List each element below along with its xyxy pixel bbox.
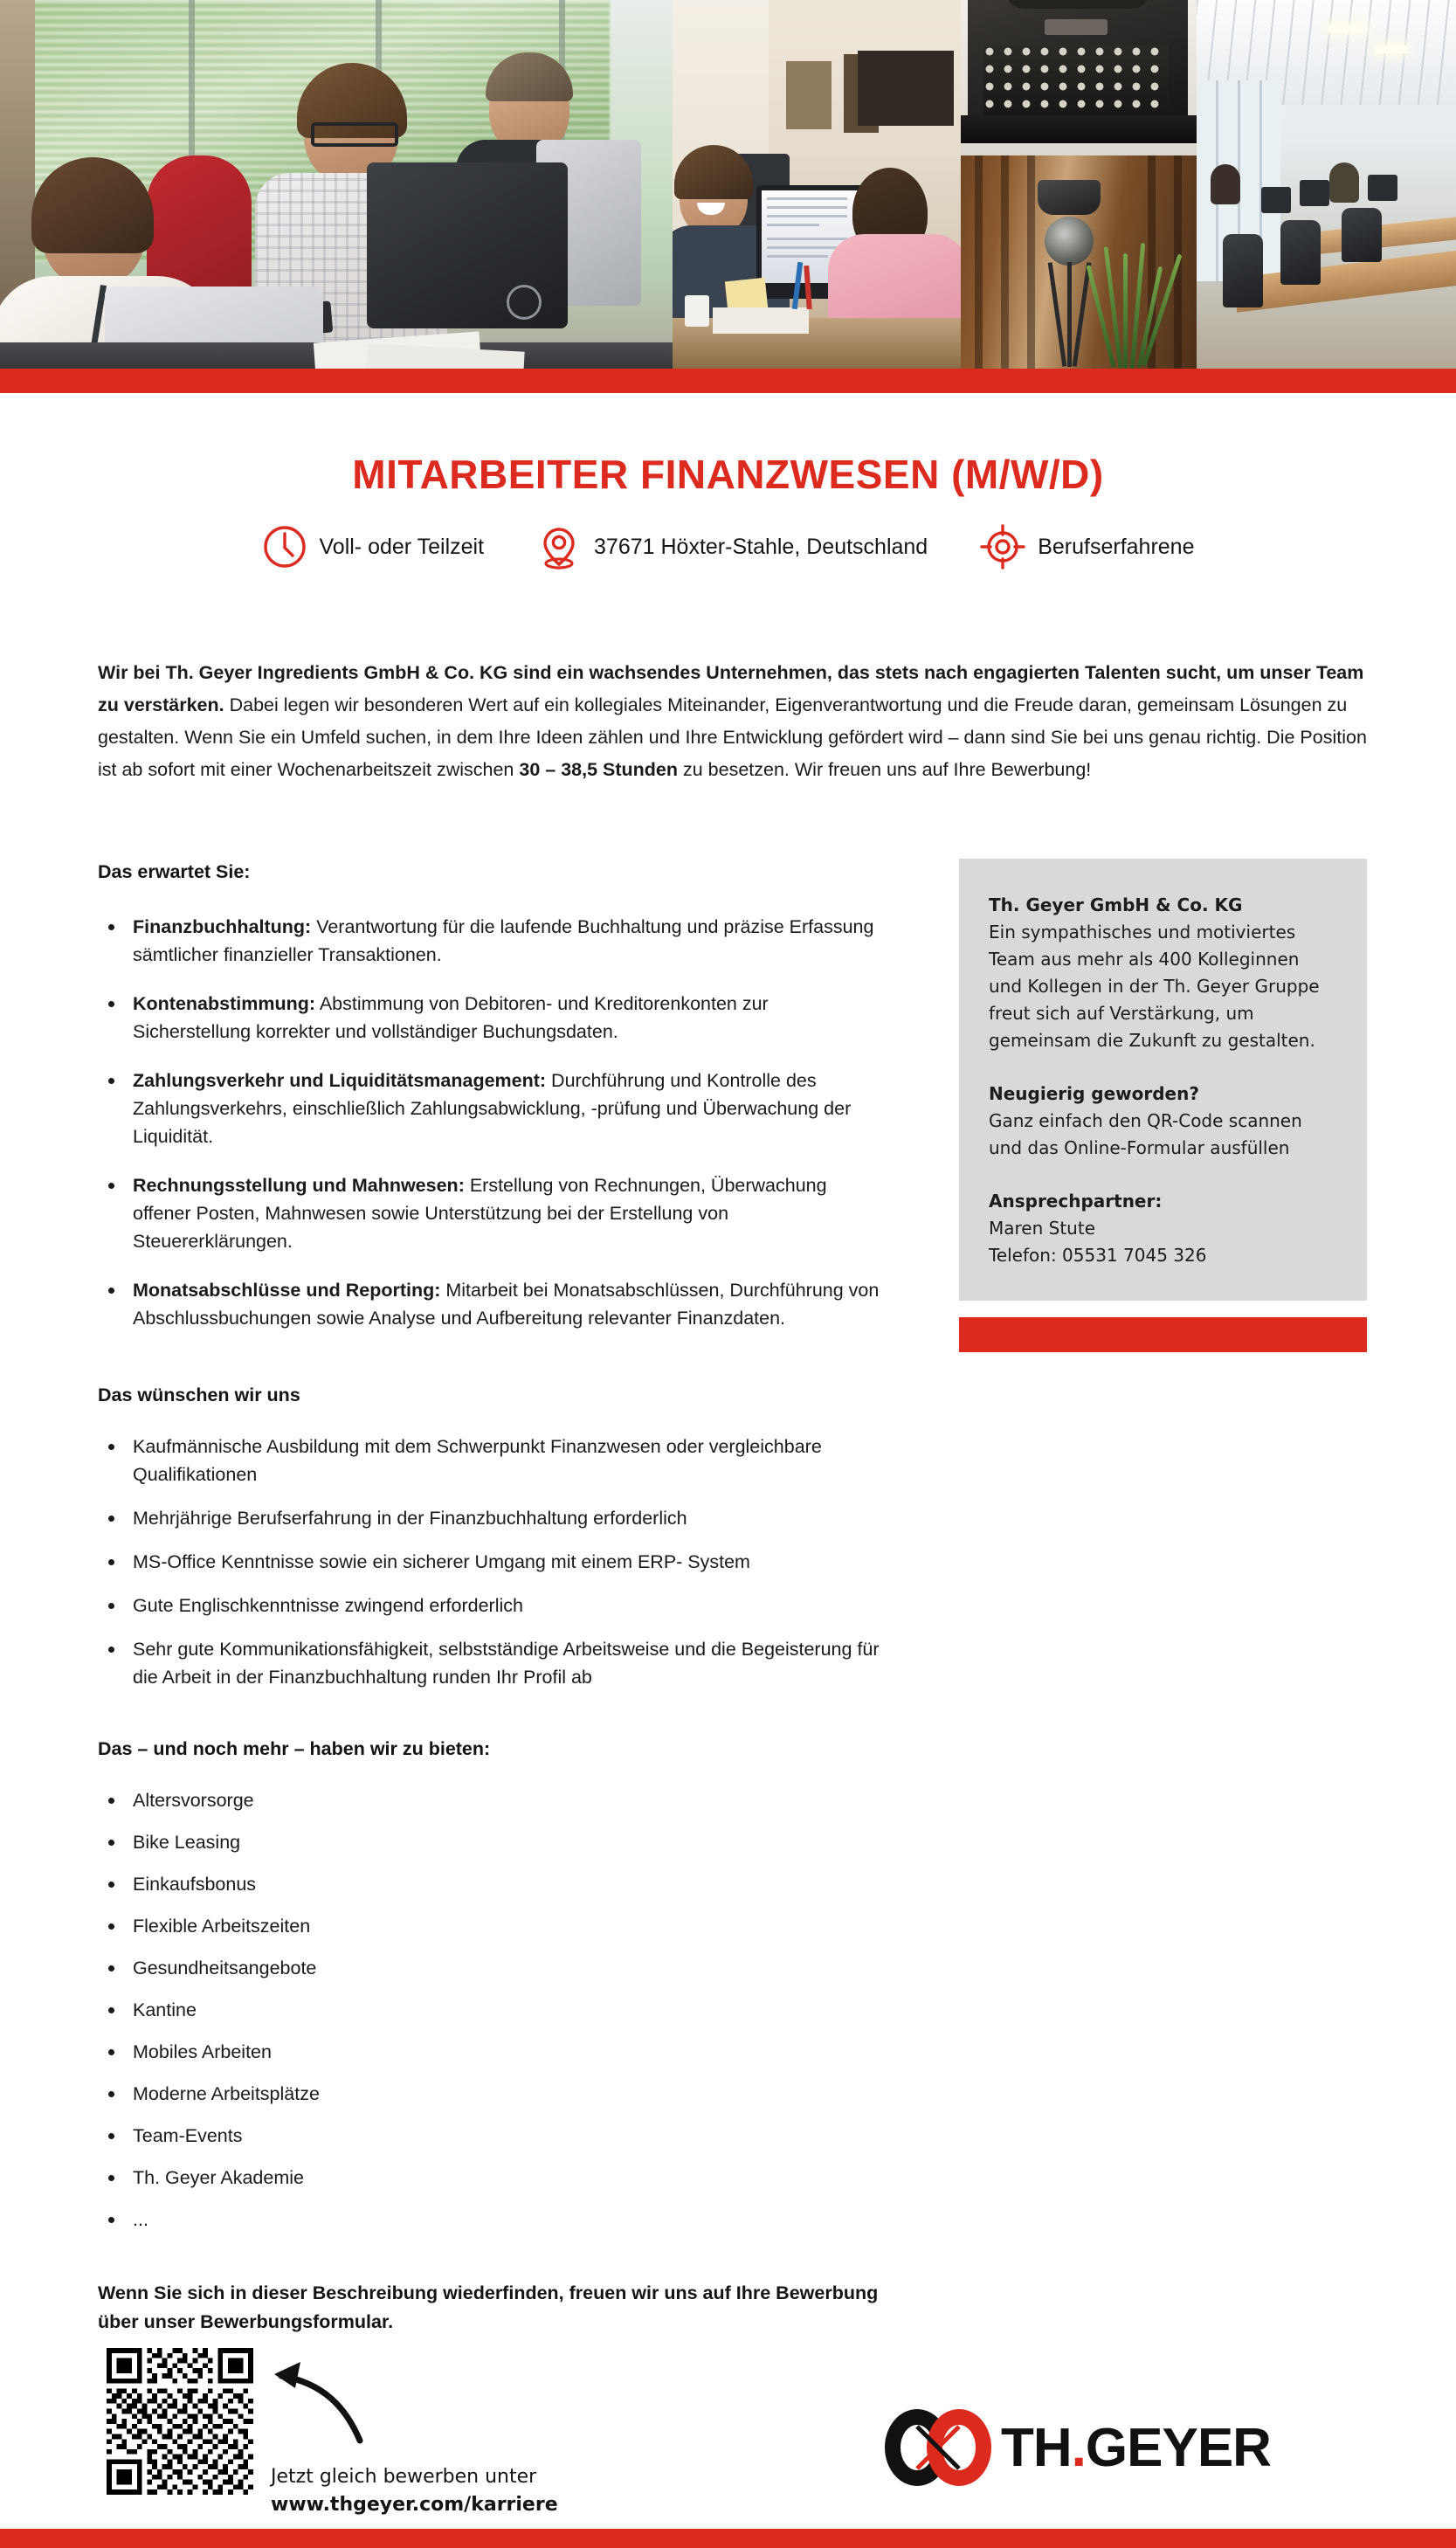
curious-heading: Neugierig geworden? — [989, 1083, 1199, 1104]
task-term: Zahlungsverkehr und Liquiditätsmanagement: — [133, 1070, 547, 1091]
target-crosshair-icon — [980, 524, 1025, 570]
intro-bold-hours: 30 – 38,5 Stunden — [519, 758, 679, 780]
header-photo-open-office — [1197, 0, 1456, 369]
company-info-box — [959, 859, 1367, 1301]
list-item: Gute Englischkenntnisse zwingend erforderlich — [98, 1592, 888, 1619]
apply-line-1: Jetzt gleich bewerben unter — [271, 2466, 537, 2488]
list-item: Kaufmännische Ausbildung mit dem Schwerpunkt Finanzwesen oder vergleichbare Qualifikationen — [98, 1433, 888, 1488]
list-item — [98, 1067, 888, 1150]
logo-wordmark — [1001, 2417, 1271, 2479]
list-item: Moderne Arbeitsplätze — [98, 2080, 888, 2108]
side-box-red-bar — [959, 1317, 1367, 1352]
benefits-heading: Das – und noch mehr – haben wir zu bieten: — [98, 1738, 491, 1759]
task-desc: Erstellung von Rechnungen, Überwachung offener Posten, Mahnwesen sowie Unterstützung bei der Erstellung von Steuererklärungen. — [133, 1175, 827, 1252]
contact-name: Maren Stute — [989, 1218, 1095, 1239]
tasks-list — [98, 913, 888, 1332]
qr-code-icon[interactable] — [107, 2348, 253, 2495]
list-item: Altersvorsorge — [98, 1786, 888, 1814]
list-item — [98, 1276, 888, 1332]
meta-item-experience-level — [980, 524, 1194, 570]
task-desc: Verantwortung für die laufende Buchhaltung und präzise Erfassung sämtlicher finanzieller Transaktionen. — [133, 916, 874, 965]
intro-text-2: zu besetzen. Wir freuen uns auf Ihre Bewerbung! — [678, 758, 1092, 780]
curious-text: Ganz einfach den QR-Code scannen und das Online-Formular ausfüllen — [989, 1110, 1302, 1158]
list-item: Kantine — [98, 1996, 888, 2024]
intro-paragraph — [98, 657, 1369, 786]
list-item: Mehrjährige Berufserfahrung in der Finanzbuchhaltung erforderlich — [98, 1504, 888, 1532]
list-item: Einkaufsbonus — [98, 1870, 888, 1898]
closing-paragraph: Wenn Sie sich in dieser Beschreibung wiederfinden, freuen wir uns auf Ihre Bewerbung über unser Bewerbungsformular. — [98, 2282, 879, 2332]
company-description: Ein sympathisches und motiviertes Team aus mehr als 400 Kolleginnen und Kollegen in der Th. Geyer Gruppe freut sich auf Verstärkung, um gemeinsam die Zukunft zu gestalten. — [989, 922, 1320, 1051]
requirements-heading: Das wünschen wir uns — [98, 1384, 300, 1405]
list-item: Gesundheitsangebote — [98, 1954, 888, 1982]
task-desc: Durchführung und Kontrolle des Zahlungsverkehrs, einschließlich Zahlungsabwicklung, -prüfung und Überwachung der Liquidität. — [133, 1070, 852, 1147]
task-desc: Abstimmung von Debitoren- und Kreditorenkonten zur Sicherstellung korrekter und vollständiger Buchungsdaten. — [133, 993, 769, 1042]
tasks-heading: Das erwartet Sie: — [98, 861, 251, 882]
qr-code[interactable] — [107, 2348, 253, 2495]
list-item: Th. Geyer Akademie — [98, 2164, 888, 2192]
job-meta-row — [0, 524, 1456, 570]
clock-icon — [262, 524, 307, 570]
header-photo-typewriter — [961, 0, 1197, 155]
company-logo — [880, 2395, 1370, 2500]
header-photo-office-team — [0, 0, 673, 369]
header-photo-lamp-plant — [961, 155, 1197, 369]
meta-item-location — [536, 524, 928, 570]
task-desc: Mitarbeit bei Monatsabschlüssen, Durchführung von Abschlussbuchungen sowie Analyse und Aufbereitung relevanter Finanzdaten. — [133, 1280, 880, 1329]
intro-bold-lead: Wir bei Th. Geyer Ingredients GmbH & Co. KG sind ein wachsendes Unternehmen, das stets nach engagierten Talenten sucht, um unser Team zu verstärken. — [98, 661, 1364, 715]
task-term: Rechnungsstellung und Mahnwesen: — [133, 1175, 465, 1196]
task-term: Kontenabstimmung: — [133, 993, 316, 1014]
intro-text-1: Dabei legen wir besonderen Wert auf ein kollegiales Miteinander, Eigenverantwortung und die Freude daran, gemeinsam Lösungen zu gestalten. Wenn Sie ein Umfeld suchen, in dem Ihre Ideen zählen und Ihre Entwicklung gefördert wird – dann sind Sie bei uns genau richtig. Die Position ist ab sofort mit einer Wochenarbeitszeit zwischen — [98, 694, 1367, 780]
company-name: Th. Geyer GmbH & Co. KG — [989, 894, 1243, 915]
contact-phone: Telefon: 05531 7045 326 — [989, 1245, 1207, 1266]
meta-item-employment-type — [262, 524, 485, 570]
header-red-rule — [0, 369, 1456, 393]
infinity-loop-logo-icon — [880, 2400, 996, 2495]
list-item: Sehr gute Kommunikationsfähigkeit, selbstständige Arbeitsweise und die Begeisterung für die Arbeit in der Finanzbuchhaltung runden Ihr Profil ab — [98, 1635, 888, 1691]
footer-red-rule — [0, 2529, 1456, 2548]
list-item — [98, 990, 888, 1046]
list-item: Flexible Arbeitszeiten — [98, 1912, 888, 1940]
apply-url[interactable]: www.thgeyer.com/karriere — [271, 2494, 558, 2516]
task-term: Finanzbuchhaltung: — [133, 916, 312, 937]
header-photo-collage — [0, 0, 1456, 369]
task-term: Monatsabschlüsse und Reporting: — [133, 1280, 441, 1301]
list-item: Mobiles Arbeiten — [98, 2038, 888, 2066]
meta-label-location: 37671 Höxter-Stahle, Deutschland — [594, 534, 928, 559]
page-title: MITARBEITER FINANZWESEN (M/W/D) — [352, 452, 1104, 497]
list-item — [98, 1171, 888, 1255]
list-item: MS-Office Kenntnisse sowie ein sicherer Umgang mit einem ERP- System — [98, 1548, 888, 1576]
logo-text-th: TH — [1001, 2417, 1072, 2478]
main-content-column — [98, 861, 888, 2337]
list-item: Bike Leasing — [98, 1828, 888, 1856]
contact-heading: Ansprechpartner: — [989, 1191, 1163, 1212]
list-item: Team-Events — [98, 2122, 888, 2150]
meta-label-employment-type: Voll- oder Teilzeit — [319, 534, 485, 559]
meta-label-experience-level: Berufserfahrene — [1038, 534, 1195, 559]
curved-arrow-icon — [262, 2350, 367, 2446]
logo-text-dot: . — [1071, 2417, 1086, 2478]
requirements-list — [98, 1433, 888, 1691]
logo-text-geyer: GEYER — [1085, 2417, 1271, 2478]
benefits-list — [98, 1786, 888, 2234]
list-item: ... — [98, 2206, 888, 2234]
header-photo-colleague — [673, 0, 961, 369]
list-item — [98, 913, 888, 969]
apply-instruction — [271, 2463, 760, 2519]
location-pin-icon — [536, 524, 582, 570]
